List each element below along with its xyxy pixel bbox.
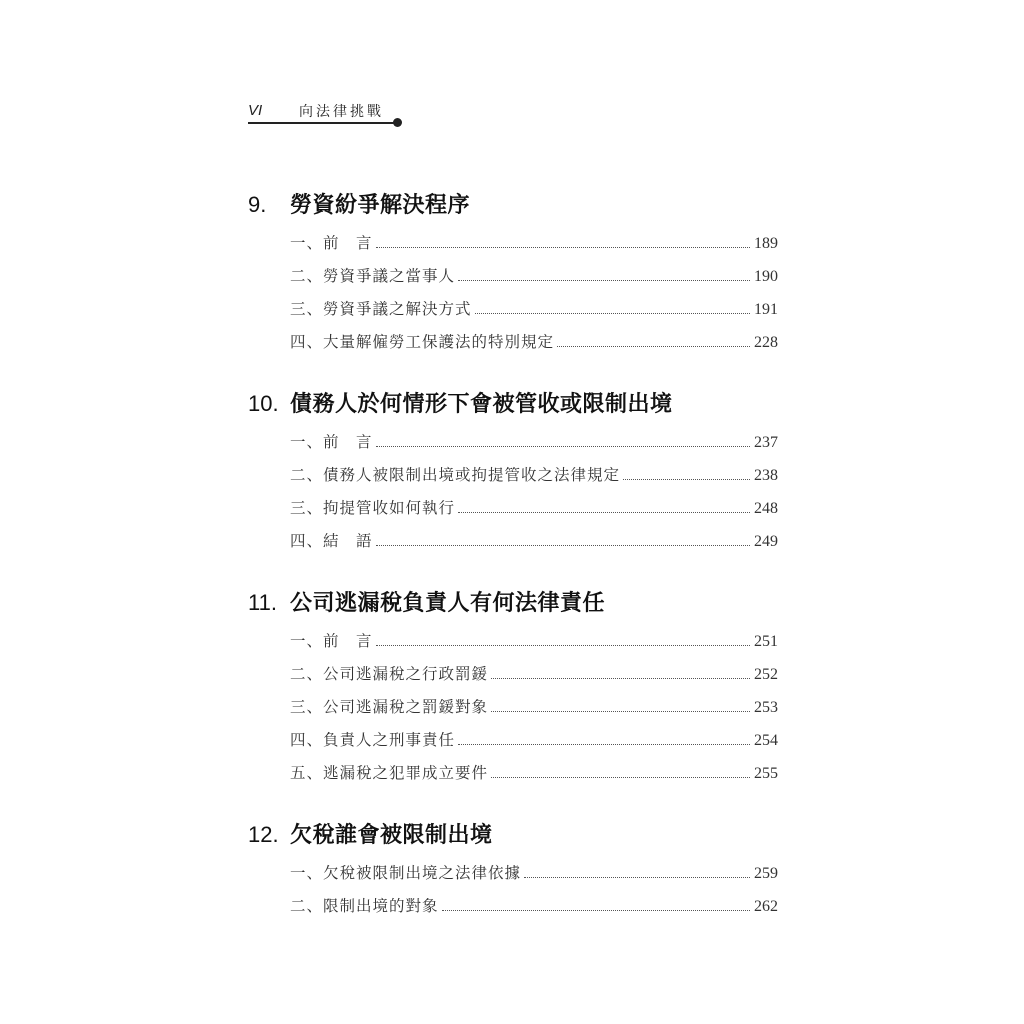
chapter-heading [248,188,778,218]
entry-page: 238 [754,467,778,484]
chapter-number: 9. [248,192,267,217]
entry-label: 一、前 言 [290,433,373,451]
entry-page: 259 [754,865,778,882]
chapter-number: 11. [248,590,277,615]
toc-entry[interactable] [248,761,778,794]
toc-entry[interactable] [248,629,778,662]
chapter-9 [248,188,778,363]
entry-page: 254 [754,732,778,749]
dot-leader [442,909,750,911]
chapter-number: 10. [248,391,279,416]
toc-entry[interactable] [248,728,778,761]
page-number: VI [248,102,263,119]
dot-leader [557,345,750,347]
dot-leader [491,710,750,712]
chapter-heading [248,586,778,616]
toc-entry[interactable] [248,430,778,463]
toc-entry[interactable] [248,231,778,264]
dot-leader [458,279,750,281]
entry-label: 三、公司逃漏稅之罰鍰對象 [290,698,489,716]
entry-label: 四、結 語 [290,532,373,550]
entry-label: 二、公司逃漏稅之行政罰鍰 [290,665,489,683]
entry-page: 190 [754,268,778,285]
entry-label: 三、拘提管收如何執行 [290,499,456,517]
toc-entry[interactable] [248,463,778,496]
toc-entry[interactable] [248,695,778,728]
entry-label: 三、勞資爭議之解決方式 [290,300,472,318]
entry-page: 237 [754,434,778,451]
running-header [248,98,400,126]
entry-label: 一、前 言 [290,632,373,650]
dot-leader [623,478,750,480]
entry-page: 189 [754,235,778,252]
dot-leader [475,312,750,314]
entry-page: 191 [754,301,778,318]
entry-page: 251 [754,633,778,650]
entry-label: 四、負責人之刑事責任 [290,731,456,749]
entry-page: 253 [754,699,778,716]
entry-label: 五、逃漏稅之犯罪成立要件 [290,764,489,782]
entry-label: 二、限制出境的對象 [290,897,439,915]
entry-page: 262 [754,898,778,915]
toc-entry[interactable] [248,297,778,330]
dot-leader [491,776,750,778]
dot-leader [376,445,750,447]
entry-page: 248 [754,500,778,517]
chapter-title: 公司逃漏稅負責人有何法律責任 [290,591,606,616]
entry-page: 252 [754,666,778,683]
chapter-10 [248,387,778,562]
entry-label: 二、勞資爭議之當事人 [290,267,456,285]
dot-leader [376,644,750,646]
toc-entry[interactable] [248,529,778,562]
chapter-11 [248,586,778,794]
toc-entry[interactable] [248,861,778,894]
toc-entry[interactable] [248,264,778,297]
entry-label: 一、欠稅被限制出境之法律依據 [290,864,522,882]
chapter-number: 12. [248,822,279,847]
toc-entry[interactable] [248,894,778,927]
toc-entry[interactable] [248,496,778,529]
entry-page: 255 [754,765,778,782]
entry-page: 249 [754,533,778,550]
chapter-12 [248,818,778,927]
toc-entry[interactable] [248,330,778,363]
toc-entry[interactable] [248,662,778,695]
dot-leader [491,677,750,679]
dot-leader [376,246,750,248]
chapter-title: 欠稅誰會被限制出境 [290,823,493,848]
chapter-title: 勞資紛爭解決程序 [290,193,471,218]
header-rule [248,122,396,124]
chapter-heading [248,818,778,848]
dot-leader [458,743,750,745]
entry-label: 四、大量解僱勞工保護法的特別規定 [290,333,555,351]
dot-leader [376,544,750,546]
chapter-title: 債務人於何情形下會被管收或限制出境 [290,392,673,417]
book-title: 向法律挑戰 [299,104,384,120]
entry-label: 一、前 言 [290,234,373,252]
header-rule-dot [393,118,402,127]
entry-label: 二、債務人被限制出境或拘提管收之法律規定 [290,466,621,484]
dot-leader [458,511,750,513]
dot-leader [524,876,750,878]
chapter-heading [248,387,778,417]
entry-page: 228 [754,334,778,351]
